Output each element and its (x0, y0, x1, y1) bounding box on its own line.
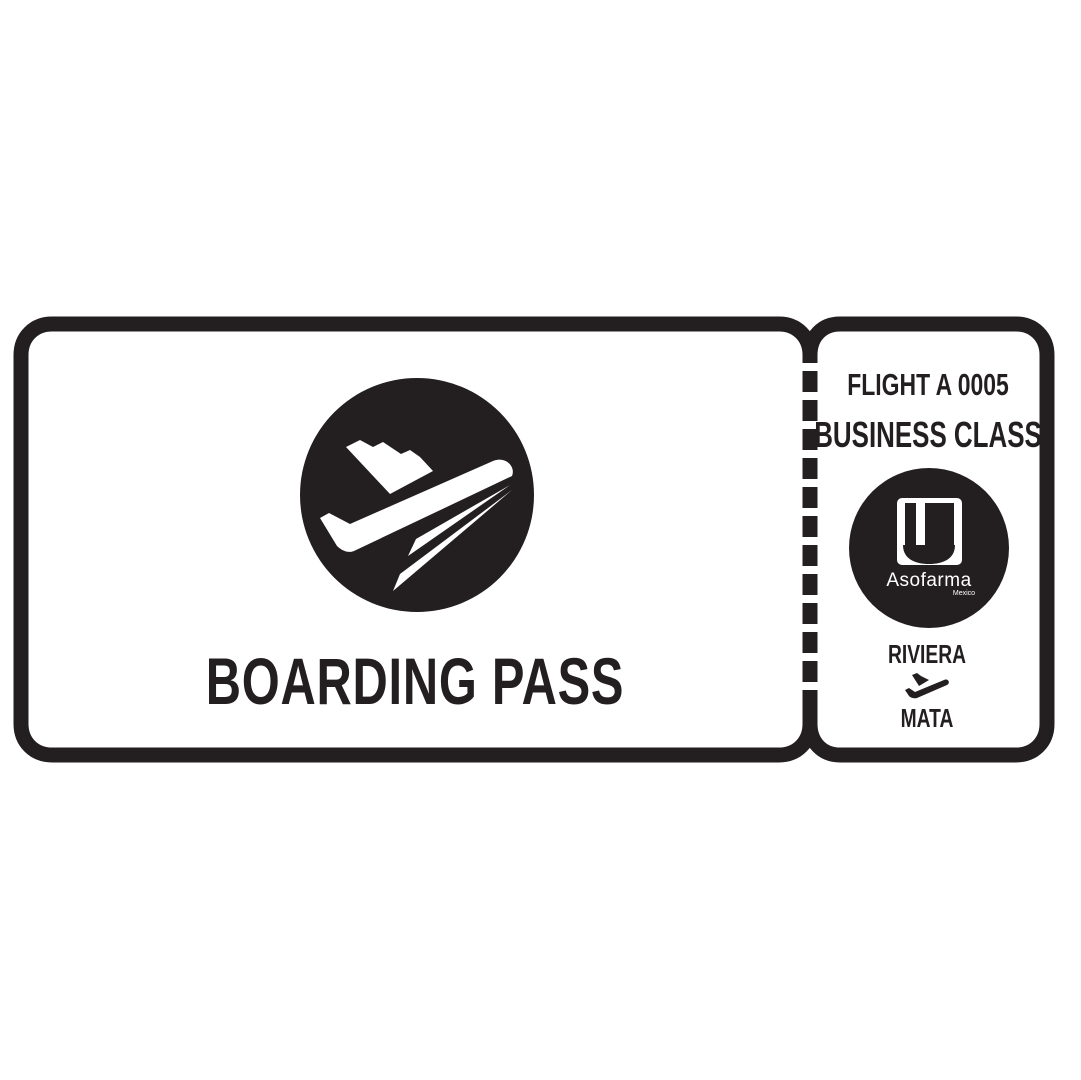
small-airplane-icon (905, 673, 949, 698)
flight-number: FLIGHT A 0005 (847, 367, 1009, 402)
brand-name: Asofarma (886, 570, 972, 591)
travel-class: BUSINESS CLASS (814, 414, 1042, 455)
route-origin: RIVIERA (887, 639, 967, 669)
airplane-takeoff-icon (300, 378, 534, 612)
boarding-pass-title: BOARDING PASS (205, 644, 625, 718)
route-destination: MATA (900, 703, 954, 733)
asofarma-logo-icon (849, 468, 1009, 628)
brand-country: Mexico (952, 590, 976, 597)
